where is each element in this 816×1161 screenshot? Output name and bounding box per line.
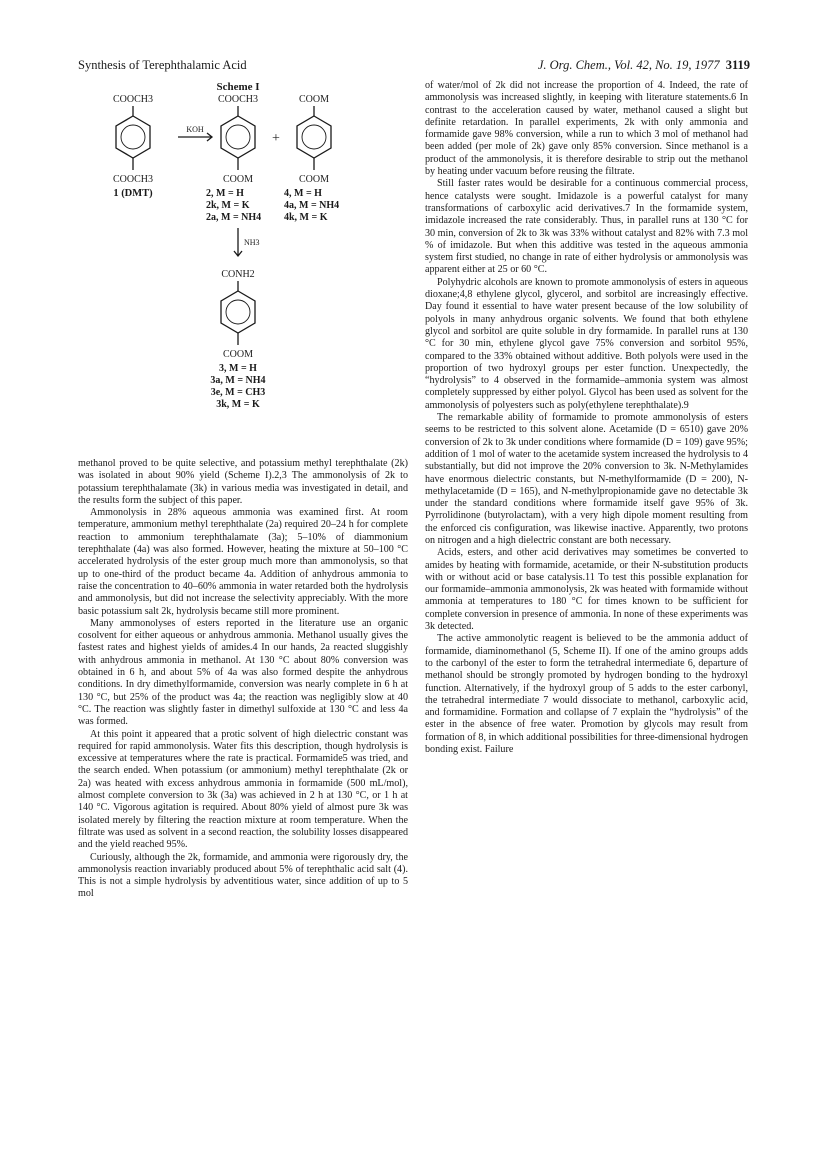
scheme-diagram [78, 78, 408, 450]
compound4-label-0: 4, M = H [284, 188, 322, 199]
compound2-top-group: COOCH3 [217, 94, 259, 105]
paragraph: Polyhydric alcohols are known to promote ammonolysis of esters in aqueous dioxane;4,8 ethylene glycol, glycerol, and sorbitol are increasingly effective. Day found it essential to have water present because of the low solubility of polyols in many anhydrous organic solvents. We found that both ethylene glycol and sorbitol are quite soluble in dry formamide. In parallel runs at 130 °C for 30 min, ethylene glycol gave 75% conversion and sorbitol 95%, compared to the 33% obtained without additive. Both polyols were used in the proportion of two hydroxyl groups per ester function. Unexpectedly, the “hydrolysis” to 4 observed in the formamide–ammonia system was almost completely suppressed by either polyol. Glycol has been used as solvent for the ammonolysis of polyesters such as poly(ethylene terephthalate).9 [425, 276, 748, 411]
compound4-label-2: 4k, M = K [284, 212, 328, 223]
dmt-label: 1 (DMT) [113, 188, 153, 199]
paragraph: Acids, esters, and other acid derivatives may sometimes be converted to amides by heating with formamide, acetamide, or their N-substitution products with or without acid or base catalysis.11 To test this possible explanation for our formamide–ammonia ammonolysis, 2k was heated with formamide without ammonia at temperatures to 180 °C for times known to be sufficient for complete conversion in presence of ammonia. In none of these experiments was 3k detected. [425, 547, 748, 633]
compound3-label-0: 3, M = H [219, 363, 257, 374]
scheme-title: Scheme I [216, 81, 260, 93]
paragraph: Still faster rates would be desirable for a continuous commercial process, hence catalysts were sought. Imidazole is a powerful catalyst for many transformations of carboxylic acid derivatives.7 In the formamide system, imidazole increased the rate considerably. Thus, in parallel runs at 130 °C for 30 min, conversion of 2k to 3k was 33% without catalyst and 82% with 7.3 mol % of imidazole. But when this additive was tested in the aqueous ammonia system first studied, no change in rate of either hydrolysis or ammonolysis was apparent either at 25 or 60 °C. [425, 178, 748, 276]
paragraph: The active ammonolytic reagent is believed to be the ammonia adduct of formamide, diaminomethanol (5, Scheme II). If one of the amino groups adds to the carbonyl of the ester to form the tetrahedral intermediate 6, departure of methanol should be strongly promoted by hydrogen bonding to the hydroxyl function. Alternatively, if the hydroxyl group of 5 adds to the ester carbonyl, the tetrahedral intermediate 7 would dissociate to methanol, carboxylic acid, and formamidine. Formation and collapse of 7 explain the “hydrolysis” of the ester in the absence of free water. Promotion by glycols may result from formation of 8, in which additional possibilities for three-dimensional hydrogen bonding exist. Failure [425, 633, 748, 756]
compound3-label-2: 3e, M = CH3 [210, 387, 266, 398]
paragraph: methanol proved to be quite selective, and potassium methyl terephthalate (2k) was isolated in about 90% yield (Scheme I).2,3 The ammonolysis of 2k to potassium terephthalamate (3k) in various media was investigated in detail, and the results form the subject of this paper. [78, 458, 408, 506]
running-header-title: Synthesis of Terephthalamic Acid [78, 58, 247, 72]
compound2-label-2: 2a, M = NH4 [206, 212, 262, 223]
compound3-bottom-group: COOM [222, 349, 254, 360]
reagent-koh: KOH [186, 125, 204, 134]
paragraph: Curiously, although the 2k, formamide, and ammonia were rigorously dry, the ammonolysis reaction invariably produced about 5% of terephthalic acid salt (4). This is not a simple hydrolysis by adventitious water, since addition of up to 5 mol [78, 851, 408, 900]
running-header-journal [538, 58, 750, 73]
paragraph: The remarkable ability of formamide to promote ammonolysis of esters seems to be restricted to this solvent alone. Acetamide (D = 6510) gave 20% conversion of 2k to 3k under conditions where formamide (D = 109) gave 95%; addition of 1 mol of water to the acetamide system increased the hydrolysis to 4 substantially, but did not improve the 20% conversion to 3k. N-Methylamides have enormous dielectric constants, but N-methylformamide (D = 200), N-methylacetamide (D = 165), and N-methylpropionamide gave no detectable 3k under the standard conditions where formamide itself gave 95% of 3k. Pyrrolidinone (butyrolactam), with a very high dipole moment resulting from the enforced cis configuration, was likewise inactive. Apparently, two protons on nitrogen and a high dielectric constant are both necessary. [425, 412, 748, 546]
paragraph: of water/mol of 2k did not increase the proportion of 4. Indeed, the rate of ammonolysis was increased slightly, in keeping with literature statements.6 In contrast to the acceleration caused by water, methanol caused a slight but definite retardation. In parallel experiments, 2k with only ammonia and formamide gave 98% conversion, while a run to which 3 mol of methanol had been added (per mole of 2k) gave only 85% conversion. Since methanol is a product of the ammonolysis, it is therefore desirable to strip out the methanol by heating under vacuum before reusing the filtrate. [425, 80, 748, 178]
dmt-top-group: COOCH3 [112, 94, 154, 105]
compound4-label-1: 4a, M = NH4 [284, 200, 340, 211]
compound3-label-3: 3k, M = K [216, 399, 260, 410]
reagent-nh3: NH3 [244, 238, 260, 247]
paragraph: At this point it appeared that a protic solvent of high dielectric constant was required for rapid ammonolysis. Water fits this description, though hydrolysis is excessive at temperatures where the rate is practical. Formamide5 was tried, and the search ended. When potassium (or ammonium) methyl terephthalate (2k or 2a) was heated with excess anhydrous ammonia in formamide (500 mL/mol), almost complete conversion to 3k (3a) was achieved in 2 h at 130 °C, or 1 h at 140 °C. Vigorous agitation is required. About 80% yield of almost pure 3k was isolated merely by filtering the reaction mixture at room temperature. When the filtrate was used as solvent in a second reaction, the solubility losses disappeared and the yield reached 95%. [78, 728, 408, 851]
compound4-bottom-group: COOM [298, 174, 330, 185]
plus-sign: + [272, 131, 280, 146]
compound3-label-1: 3a, M = NH4 [210, 375, 266, 386]
compound4-top-group: COOM [298, 94, 330, 105]
compound2-bottom-group: COOM [222, 174, 254, 185]
compound2-label-1: 2k, M = K [206, 200, 250, 211]
dmt-bottom-group: COOCH3 [112, 174, 154, 185]
left-text-column [78, 458, 408, 901]
right-text-column [425, 80, 748, 756]
journal-citation: J. Org. Chem., Vol. 42, No. 19, 1977 [537, 58, 720, 72]
compound3-top-group: CONH2 [221, 269, 255, 280]
paragraph: Many ammonolyses of esters reported in the literature use an organic cosolvent for either aqueous or anhydrous ammonia. Methanol usually gives the fastest rates and highest yields of amides.4 In our hands, 2a reacted sluggishly with anhydrous ammonia in methanol. At 130 °C about 80% conversion was obtained in 6 h, and about 5% of 4a was also formed despite the anhydrous conditions. In dry dimethylformamide, conversion was nearly complete in 6 h at 130 °C, but 25% of the product was 4a; the reaction was negligibly slow at 40 °C. The reaction was slightly faster in dimethyl sulfoxide at 130 °C and less 4a was formed. [78, 617, 408, 728]
page-number: 3119 [725, 58, 750, 72]
paragraph: Ammonolysis in 28% aqueous ammonia was examined first. At room temperature, ammonium methyl terephthalate (2a) required 20–24 h for complete reaction to ammonium terephthalamate (3a); 5–10% of diammonium terephthalate (4a) was also formed. However, heating the mixture at 50–100 °C accelerated hydrolysis of the ester group much more than ammonolysis, so that up to one-third of the product became 4a. Addition of anhydrous ammonia to raise the concentration to 40–60% ammonia in water retarded both the hydrolysis and ammonolysis, but did not increase the selectivity appreciably. With the more basic potassium salt 2k, hydrolysis became still more prominent. [78, 507, 408, 617]
compound2-label-0: 2, M = H [206, 188, 244, 199]
